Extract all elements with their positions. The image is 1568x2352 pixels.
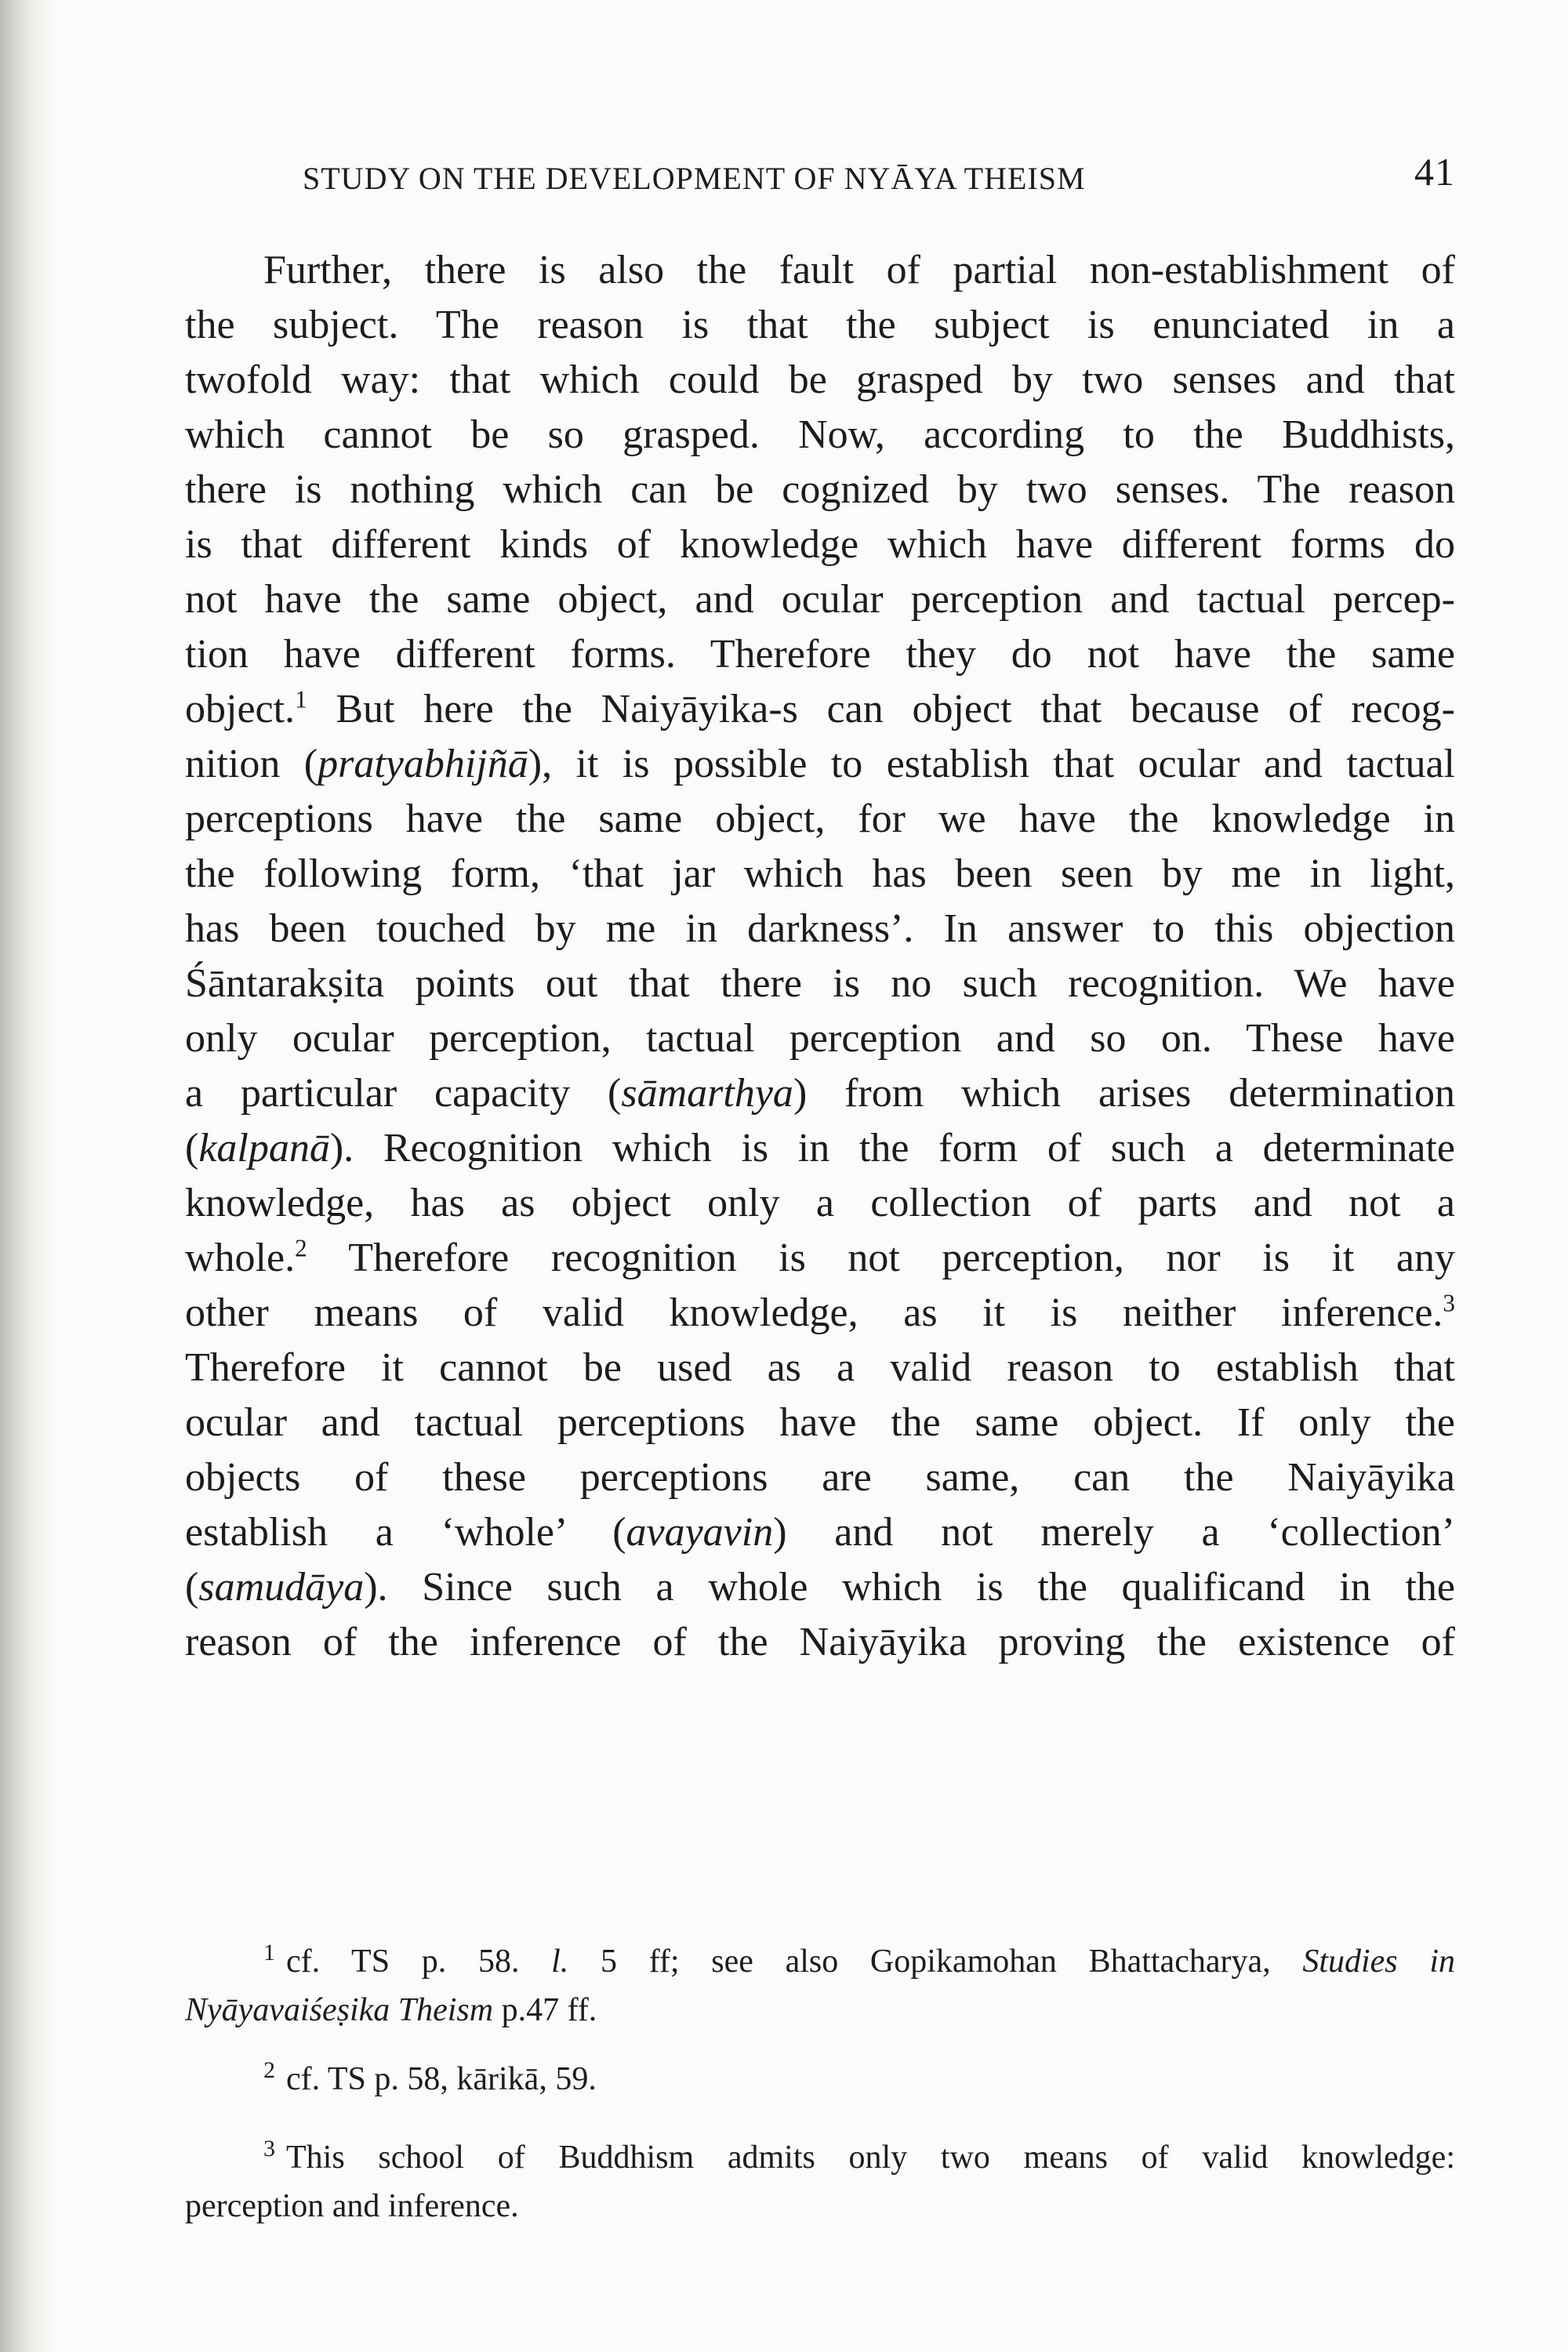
text-line: is that different kinds of knowledge which have different forms do xyxy=(185,522,1455,567)
text-line: a particular capacity (sāmarthya) from which arises determination xyxy=(185,1071,1455,1116)
footnote-line: Nyāyavaiśeṣika Theism p.47 ff. xyxy=(185,1992,597,2028)
footnote-mark: 2 xyxy=(263,2057,275,2083)
running-title: STUDY ON THE DEVELOPMENT OF NYĀYA THEISM xyxy=(303,161,1086,196)
text-line: has been touched by me in darkness’. In answer to this objection xyxy=(185,906,1455,951)
text-line: knowledge, has as object only a collection of parts and not a xyxy=(185,1181,1455,1225)
footnote-mark: 1 xyxy=(263,1940,275,1965)
footnote-ref: 3 xyxy=(1443,1289,1455,1317)
running-header xyxy=(303,149,1455,220)
text-line: Therefore it cannot be used as a valid reason to establish that xyxy=(185,1345,1455,1390)
footnote-3 xyxy=(185,2125,1455,2230)
page-number: 41 xyxy=(1414,150,1455,194)
text-line: reason of the inference of the Naiyāyika proving the existence of xyxy=(185,1620,1455,1664)
footnote-mark: 3 xyxy=(263,2136,275,2161)
text-line: ocular and tactual perceptions have the same object. If only the xyxy=(185,1400,1455,1445)
scan-edge-shadow xyxy=(0,0,55,2352)
text-line: twofold way: that which could be grasped by two senses and that xyxy=(185,358,1455,402)
text-line: nition (pratyabhijñā), it is possible to establish that ocular and tactual xyxy=(185,742,1455,786)
text-line: other means of valid knowledge, as it is neither inference.$^3$ xyxy=(185,1289,1455,1335)
text-line: Further, there is also the fault of partial non-establishment of xyxy=(263,248,1455,292)
footnote-line: $^2$ cf. TS p. 58, kārikā, 59. xyxy=(263,2057,597,2097)
text-line: the following form, ‘that jar which has been seen by me in light, xyxy=(185,851,1455,896)
text-line: establish a ‘whole’ (avayavin) and not merely a ‘collection’ xyxy=(185,1510,1455,1555)
text-line: tion have different forms. Therefore they do not have the same xyxy=(185,632,1455,677)
book-page xyxy=(185,149,1455,2328)
text-line: (kalpanā). Recognition which is in the form of such a determinate xyxy=(185,1126,1455,1171)
footnote-line: $^1$ cf. TS p. 58. l. 5 ff; see also Gopikamohan Bhattacharya, Studies in xyxy=(263,1940,1455,1980)
footnote-line: perception and inference. xyxy=(185,2188,519,2224)
text-line: perceptions have the same object, for we have the knowledge in xyxy=(185,797,1455,841)
footnote-1 xyxy=(185,1929,1455,2034)
text-line: object.$^1$ But here the Naiyāyika-s can object that because of recog- xyxy=(185,685,1455,731)
text-line: only ocular perception, tactual perception and so on. These have xyxy=(185,1016,1455,1061)
body-text xyxy=(185,243,1455,1670)
footnote-ref: 1 xyxy=(295,685,307,713)
text-line: the subject. The reason is that the subject is enunciated in a xyxy=(185,303,1455,347)
text-line: there is nothing which can be cognized by two senses. The reason xyxy=(185,467,1455,512)
footnote-ref: 2 xyxy=(295,1234,307,1262)
text-line: (samudāya). Since such a whole which is the qualificand in the xyxy=(185,1565,1455,1610)
text-line: which cannot be so grasped. Now, according to the Buddhists, xyxy=(185,412,1455,457)
text-line: objects of these perceptions are same, can the Naiyāyika xyxy=(185,1455,1455,1500)
footnote-line: $^3$ This school of Buddhism admits only two means of valid knowledge: xyxy=(263,2136,1455,2176)
footnote-2 xyxy=(185,2046,1455,2103)
text-line: whole.$^2$ Therefore recognition is not perception, nor is it any xyxy=(185,1234,1455,1280)
text-line: Śāntarakṣita points out that there is no such recognition. We have xyxy=(185,961,1455,1006)
text-line: not have the same object, and ocular perception and tactual percep- xyxy=(185,577,1455,622)
